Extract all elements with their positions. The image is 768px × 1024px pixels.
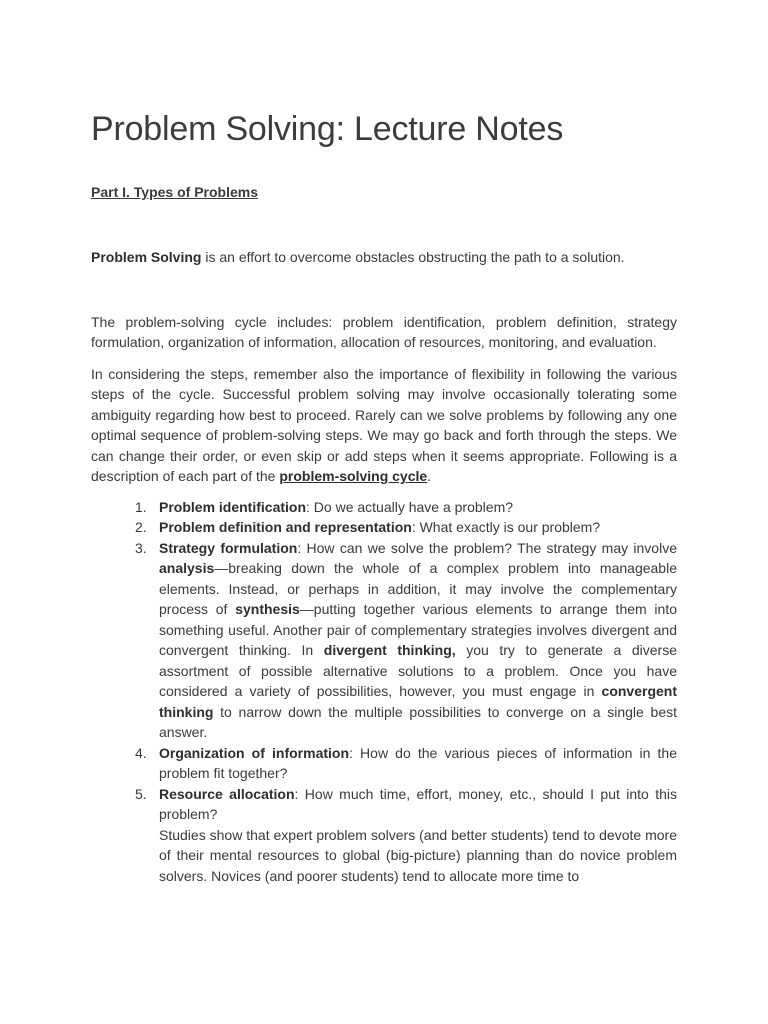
list-item — [91, 784, 677, 887]
step-text: : How do the various pieces of information in the problem fit together? — [159, 744, 678, 781]
step-extra-text: Studies show that expert problem solvers (and better students) tend to devote more of their mental resources to global (big-picture) planning than do novice problem solvers. Novices (and poorer students) tend to allocate more time to — [159, 826, 677, 884]
step-number: 3. — [135, 539, 147, 556]
step-term: Problem identification — [159, 498, 307, 515]
step-term: Resource allocation — [159, 785, 295, 802]
step-text: : Do we actually have a problem? — [306, 498, 514, 515]
flexibility-text: In considering the steps, remember also the importance of flexibility in following the various steps of the cycle. Successful problem solving may involve occasionally tolerating some ambiguity regarding how best to proceed. Rarely can we solve problems by following any one optimal sequence of problem-solving steps. We may go back and forth through the steps. We can change their order, or even skip or add steps when it seems appropriate. Following is a description of each part of the — [91, 365, 677, 484]
step-term: Problem definition and representation — [159, 519, 412, 535]
step-term: Organization of information — [159, 744, 350, 761]
flexibility-paragraph — [91, 364, 677, 487]
step-text: : What exactly is our problem? — [411, 519, 601, 535]
step-text: : How much time, effort, money, etc., should I put into this problem? — [159, 785, 677, 822]
step-text: —putting together various elements to arrange them into something useful. Another pair of complementary strategies involves divergent and convergent thinking. In — [159, 601, 677, 658]
step-number: 1. — [135, 498, 147, 515]
cycle-paragraph: The problem-solving cycle includes: problem identification, problem definition, strategy formulation, organization of information, allocation of resources, monitoring, and evaluation. — [91, 313, 677, 350]
step-text: to narrow down the multiple possibilities to converge on a single best answer. — [159, 703, 677, 740]
step-text: you try to generate a diverse assortment of possible alternative solutions to a problem. Once you have considered a variety of possibilities, however, you must engage in — [159, 642, 677, 699]
definition-term: Problem Solving — [91, 249, 202, 265]
page-title: Problem Solving: Lecture Notes — [91, 110, 564, 148]
list-item — [91, 497, 677, 518]
step-text: —breaking down the whole of a complex problem into manageable elements. Instead, or perhaps in addition, it may involve the complementary process of — [159, 560, 677, 617]
list-item — [91, 517, 677, 538]
flexibility-end: . — [427, 468, 432, 484]
list-item — [91, 743, 677, 784]
convergent-thinking-term: convergent thinking — [159, 683, 677, 720]
list-item — [91, 538, 677, 743]
problem-solving-cycle-term: problem-solving cycle — [279, 468, 428, 484]
definition-paragraph — [91, 247, 677, 268]
analysis-term: analysis — [159, 560, 215, 576]
divergent-thinking-term: divergent thinking, — [323, 642, 456, 658]
part-one-heading: Part I. Types of Problems — [91, 184, 259, 200]
steps-list — [91, 497, 677, 887]
step-number: 4. — [135, 744, 147, 761]
step-term: Strategy formulation — [159, 539, 298, 556]
step-number: 5. — [135, 785, 147, 802]
step-number: 2. — [135, 519, 147, 535]
synthesis-term: synthesis — [235, 601, 300, 617]
definition-text: is an effort to overcome obstacles obstructing the path to a solution. — [201, 249, 625, 265]
step-text: : How can we solve the problem? The strategy may involve — [297, 539, 677, 556]
